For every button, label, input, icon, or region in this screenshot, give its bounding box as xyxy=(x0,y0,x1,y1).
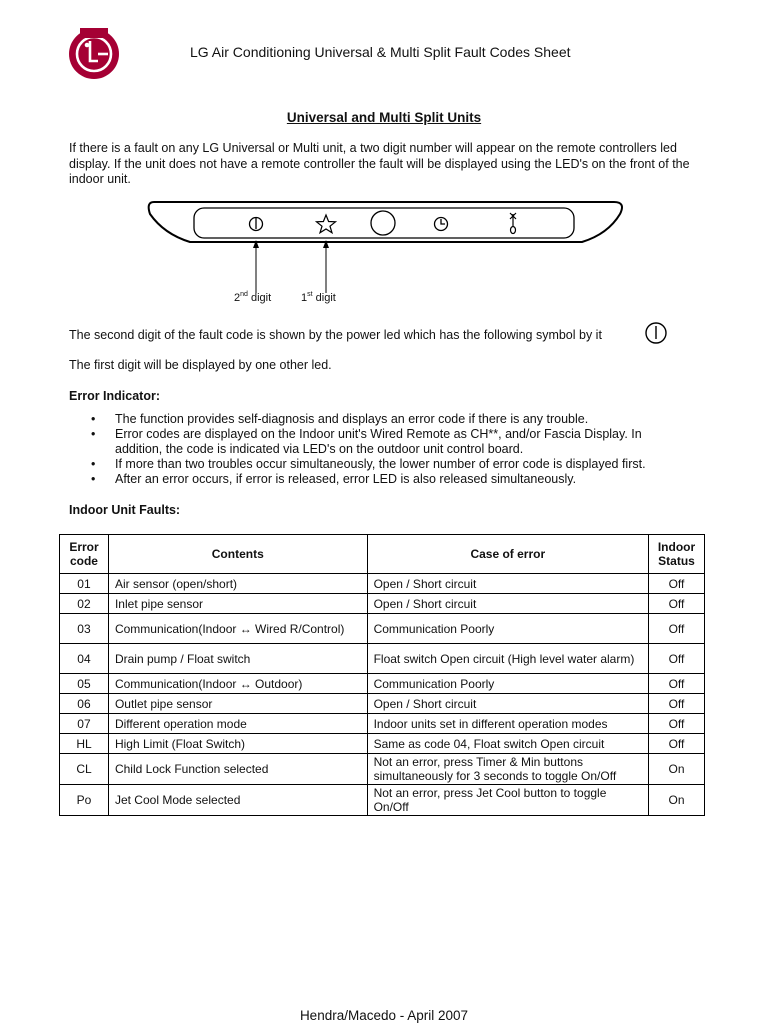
table-row xyxy=(60,594,705,614)
list-item: • The function provides self-diagnosis and displays an error code if there is any trouble. xyxy=(69,412,679,427)
indoor-unit-display-diagram xyxy=(146,198,626,308)
table-row xyxy=(60,674,705,694)
error-code-cell: 07 xyxy=(60,714,109,734)
case-cell: Open / Short circuit xyxy=(367,574,648,594)
status-cell: Off xyxy=(649,714,705,734)
table-row xyxy=(60,614,705,644)
case-cell: Open / Short circuit xyxy=(367,594,648,614)
list-item: • Error codes are displayed on the Indoor unit's Wired Remote as CH**, and/or Fascia Display. In addition, the code is indicated via LED's on the outdoor unit control board. xyxy=(69,427,679,457)
error-code-cell: 04 xyxy=(60,644,109,674)
case-cell: Same as code 04, Float switch Open circuit xyxy=(367,734,648,754)
lg-logo-icon xyxy=(68,28,120,80)
error-code-cell: 03 xyxy=(60,614,109,644)
case-cell: Communication Poorly xyxy=(367,674,648,694)
contents-cell: Air sensor (open/short) xyxy=(108,574,367,594)
table-row xyxy=(60,644,705,674)
contents-cell: Communication(Indoor ↔ Outdoor) xyxy=(108,674,367,694)
intro-paragraph: If there is a fault on any LG Universal or Multi unit, a two digit number will appear on the remote controllers led display. If the unit does not have a remote controller the fault will be displayed using the LED's on the front of the indoor unit. xyxy=(69,141,690,186)
case-cell: Not an error, press Jet Cool button to toggle On/Off xyxy=(367,785,648,816)
contents-cell: Drain pump / Float switch xyxy=(108,644,367,674)
second-digit-label: 2nd digit xyxy=(234,291,272,304)
indoor-faults-heading: Indoor Unit Faults: xyxy=(69,503,181,517)
contents-cell: High Limit (Float Switch) xyxy=(108,734,367,754)
contents-cell: Jet Cool Mode selected xyxy=(108,785,367,816)
case-cell: Open / Short circuit xyxy=(367,694,648,714)
error-indicator-list xyxy=(69,412,679,487)
error-code-cell: 02 xyxy=(60,594,109,614)
status-cell: On xyxy=(649,754,705,785)
footer-text: Hendra/Macedo - April 2007 xyxy=(299,1008,469,1023)
contents-cell: Outlet pipe sensor xyxy=(108,694,367,714)
section-title: Universal and Multi Split Units xyxy=(286,110,482,125)
first-digit-paragraph: The first digit will be displayed by one other led. xyxy=(69,358,332,372)
status-cell: Off xyxy=(649,614,705,644)
error-code-cell: CL xyxy=(60,754,109,785)
case-cell: Float switch Open circuit (High level water alarm) xyxy=(367,644,648,674)
contents-cell: Communication(Indoor ↔ Wired R/Control) xyxy=(108,614,367,644)
status-cell: Off xyxy=(649,734,705,754)
document-header-title: LG Air Conditioning Universal & Multi Split Fault Codes Sheet xyxy=(190,44,571,60)
status-cell: Off xyxy=(649,594,705,614)
table-row xyxy=(60,734,705,754)
contents-cell: Different operation mode xyxy=(108,714,367,734)
error-indicator-heading: Error Indicator: xyxy=(69,389,160,403)
table-row xyxy=(60,694,705,714)
list-item: • After an error occurs, if error is released, error LED is also released simultaneously. xyxy=(69,472,679,487)
error-code-cell: Po xyxy=(60,785,109,816)
indoor-faults-table xyxy=(59,534,705,816)
column-header-status: Indoor Status xyxy=(649,535,705,574)
contents-cell: Inlet pipe sensor xyxy=(108,594,367,614)
case-cell: Communication Poorly xyxy=(367,614,648,644)
status-cell: Off xyxy=(649,574,705,594)
power-symbol-icon xyxy=(644,321,668,345)
status-cell: On xyxy=(649,785,705,816)
table-row xyxy=(60,714,705,734)
table-row xyxy=(60,574,705,594)
first-digit-label: 1st digit xyxy=(301,291,336,304)
status-cell: Off xyxy=(649,694,705,714)
column-header-error-code: Error code xyxy=(60,535,109,574)
case-cell: Indoor units set in different operation modes xyxy=(367,714,648,734)
contents-cell: Child Lock Function selected xyxy=(108,754,367,785)
error-code-cell: HL xyxy=(60,734,109,754)
column-header-case: Case of error xyxy=(367,535,648,574)
second-digit-paragraph: The second digit of the fault code is shown by the power led which has the following symbol by it xyxy=(69,328,602,342)
case-cell: Not an error, press Timer & Min buttons simultaneously for 3 seconds to toggle On/Off xyxy=(367,754,648,785)
table-row xyxy=(60,785,705,816)
error-code-cell: 05 xyxy=(60,674,109,694)
table-row xyxy=(60,754,705,785)
status-cell: Off xyxy=(649,644,705,674)
error-code-cell: 01 xyxy=(60,574,109,594)
status-cell: Off xyxy=(649,674,705,694)
list-item: • If more than two troubles occur simultaneously, the lower number of error code is displayed first. xyxy=(69,457,679,472)
error-code-cell: 06 xyxy=(60,694,109,714)
column-header-contents: Contents xyxy=(108,535,367,574)
